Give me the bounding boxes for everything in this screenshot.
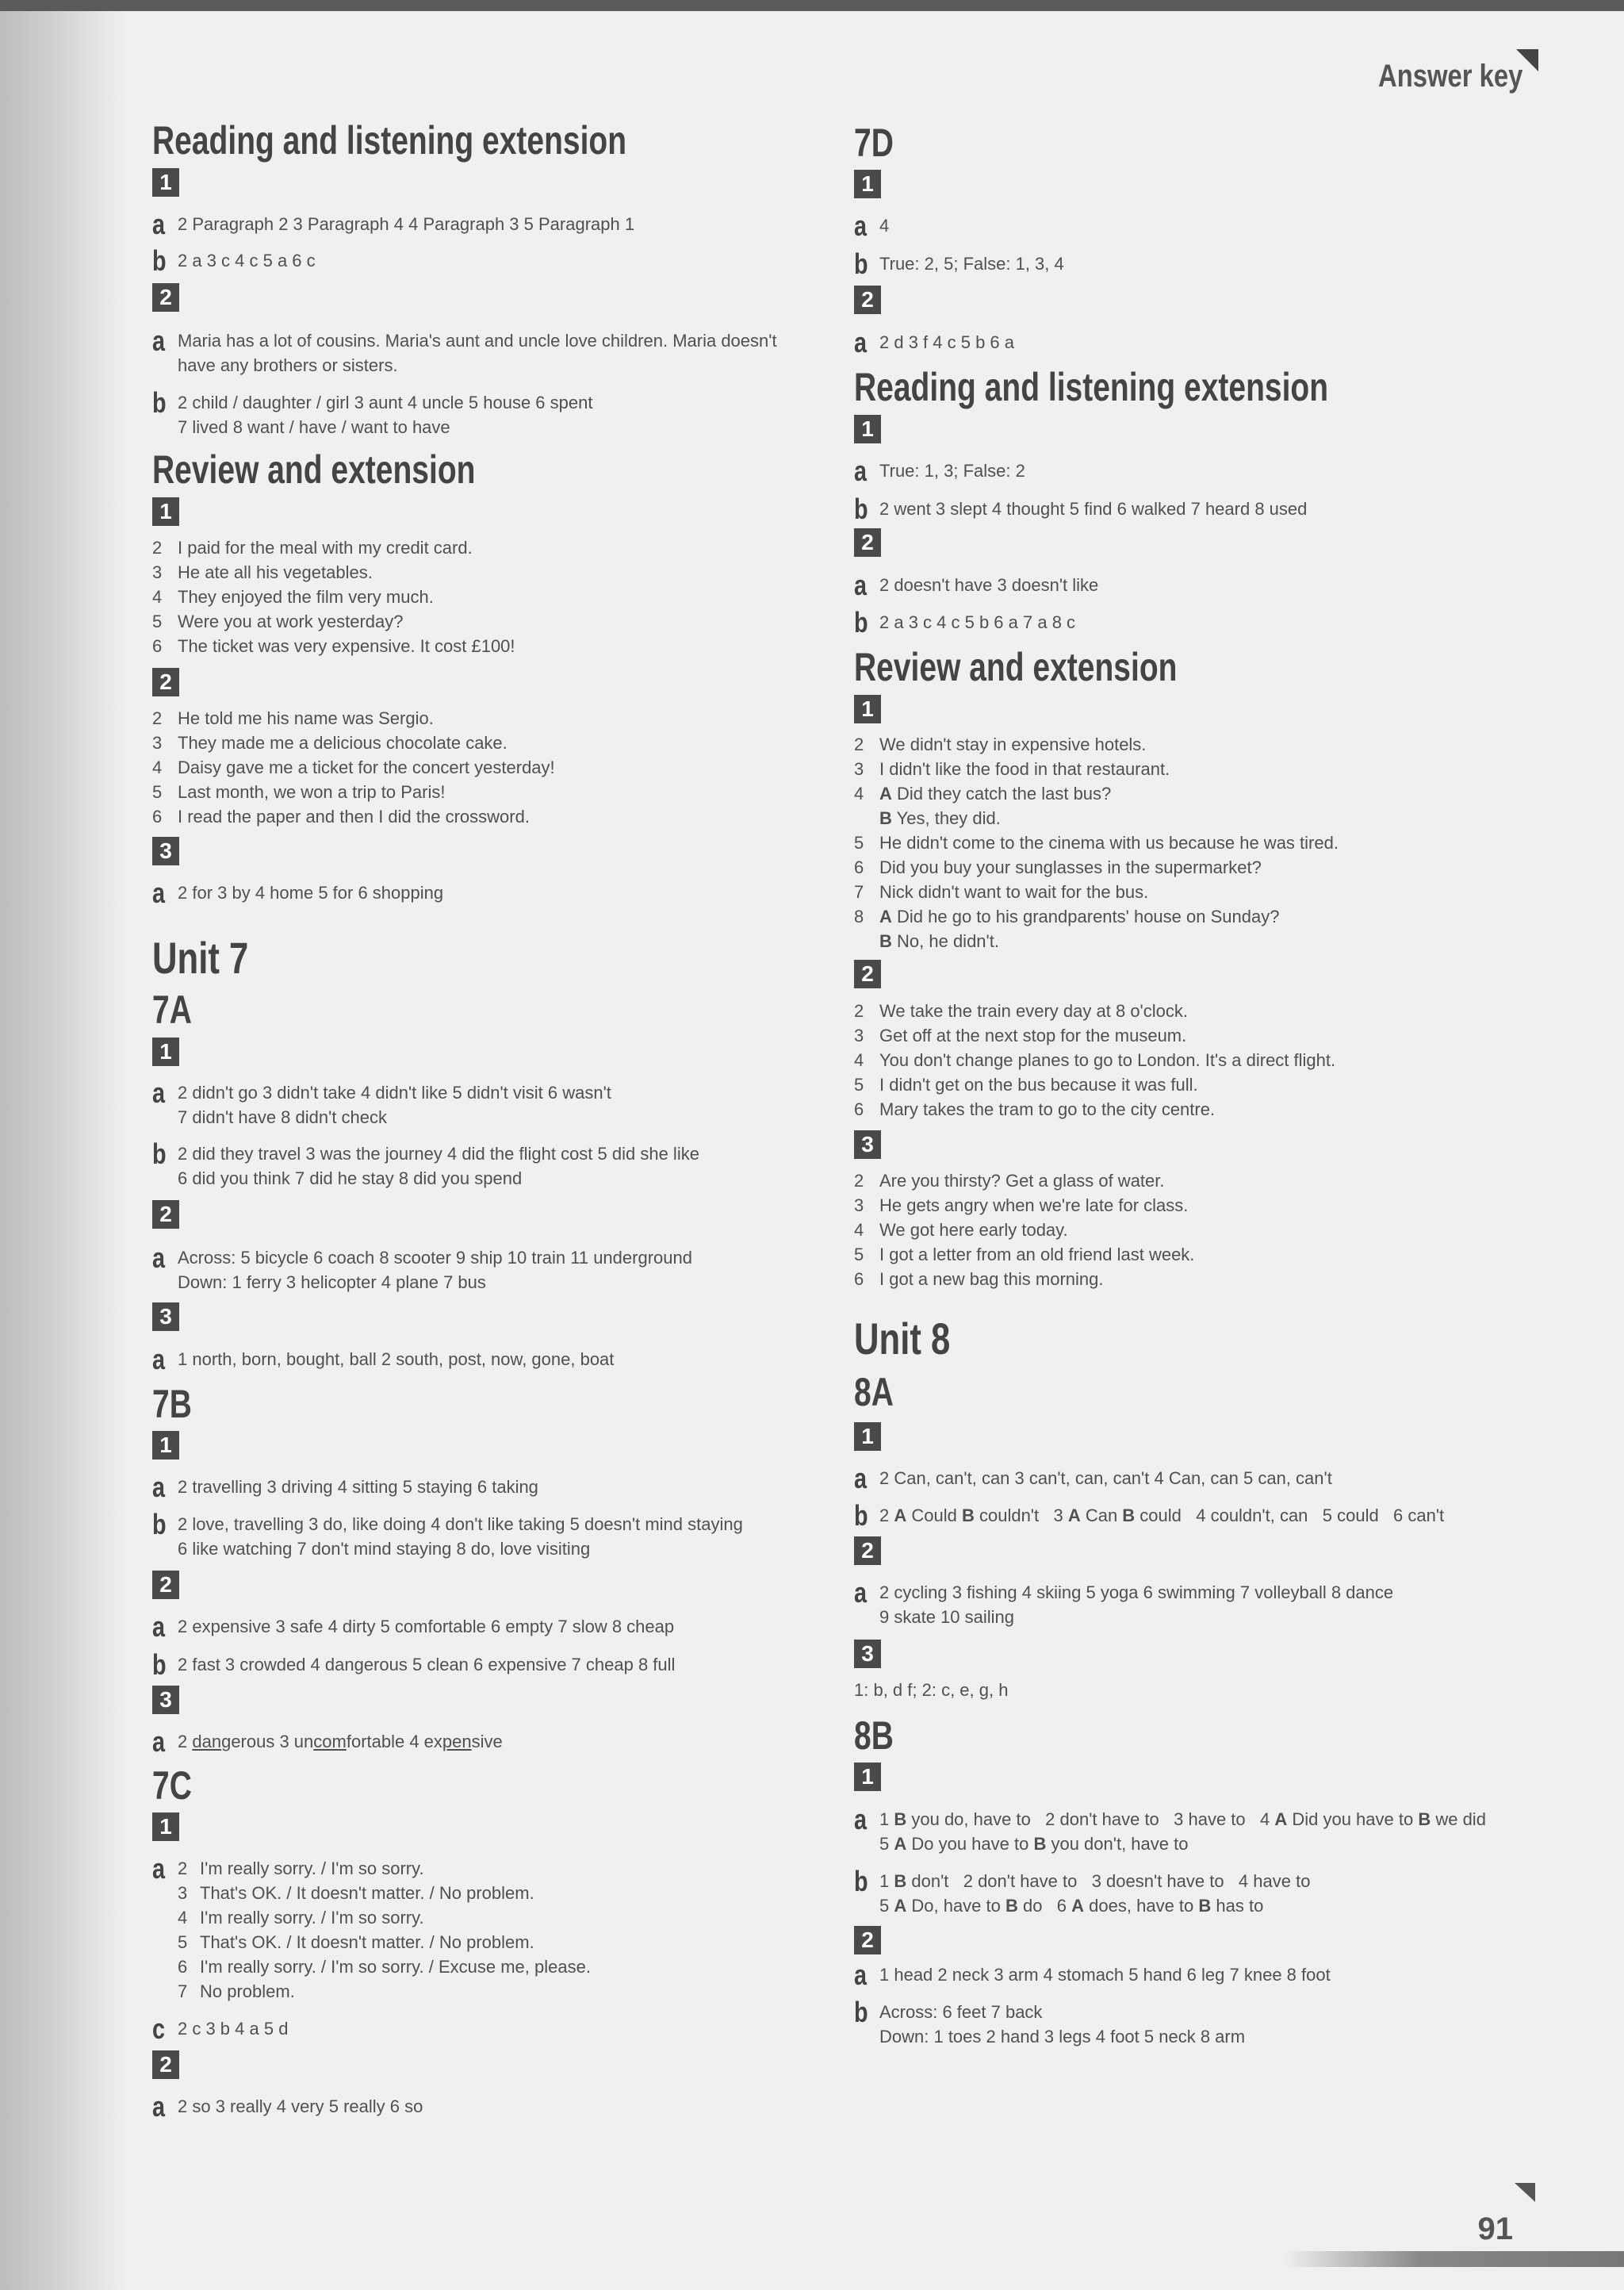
list-item: He gets angry when we're late for class. xyxy=(879,1195,1189,1215)
text-span: B xyxy=(1033,1834,1047,1854)
exercise-badge-2: 2 xyxy=(152,1571,179,1599)
list-item: I'm really sorry. / I'm so sorry. xyxy=(200,1908,424,1928)
answer-list xyxy=(178,1856,812,2004)
answer-text: 1 north, born, bought, ball 2 south, post, now, gone, boat xyxy=(178,1349,615,1369)
text-span: fortable 4 ex xyxy=(346,1732,442,1751)
exercise-badge-1: 1 xyxy=(854,1763,881,1791)
list-item: They made me a delicious chocolate cake. xyxy=(178,733,508,753)
text-span xyxy=(152,560,826,585)
answer-text: 2 Paragraph 2 3 Paragraph 4 4 Paragraph 3 5 Paragraph 1 xyxy=(178,214,635,234)
unit-title: Unit 7 xyxy=(152,933,249,983)
exercise-badge-1: 1 xyxy=(152,1431,179,1460)
lesson-title: 7A xyxy=(152,988,192,1032)
top-edge xyxy=(0,0,1624,11)
text-span: 6 xyxy=(152,807,163,827)
letter-a: a xyxy=(854,1576,868,1609)
text-span: B xyxy=(879,808,892,828)
letter-a: a xyxy=(152,1343,166,1375)
text-span xyxy=(178,1979,812,2004)
text-span: B xyxy=(1005,1896,1018,1916)
list-item: Mary takes the tram to go to the city centre. xyxy=(879,1099,1216,1119)
text-span: A xyxy=(1071,1896,1085,1916)
list-item: That's OK. / It doesn't matter. / No problem. xyxy=(200,1932,534,1952)
answer-text: Across: 5 bicycle 6 coach 8 scooter 9 ship 10 train 11 underground xyxy=(178,1248,692,1268)
text-span: 2 xyxy=(178,1732,193,1751)
lesson-title: 8B xyxy=(854,1713,894,1758)
text-span xyxy=(152,585,826,609)
answer-text: Down: 1 ferry 3 helicopter 4 plane 7 bus xyxy=(178,1272,486,1292)
answer-text: 2 didn't go 3 didn't take 4 didn't like 5 didn't visit 6 wasn't xyxy=(178,1083,611,1103)
letter-c: c xyxy=(152,2012,166,2045)
text-span xyxy=(854,929,1536,953)
text-span xyxy=(879,929,999,953)
list-item: That's OK. / It doesn't matter. / No problem. xyxy=(200,1883,534,1903)
lesson-title: 8A xyxy=(854,1370,894,1414)
letter-b: b xyxy=(152,1137,167,1170)
answer-text: 2 doesn't have 3 doesn't like xyxy=(879,575,1099,595)
list-item: I'm really sorry. / I'm so sorry. xyxy=(200,1858,424,1878)
answer-list xyxy=(854,999,1536,1122)
letter-b: b xyxy=(152,1648,167,1681)
text-span xyxy=(854,1048,1536,1072)
answer-text: 2 a 3 c 4 c 5 a 6 c xyxy=(178,251,316,270)
answer-list xyxy=(152,535,826,658)
answer-text: 2 c 3 b 4 a 5 d xyxy=(178,2019,289,2039)
text-span: 4 xyxy=(854,1050,864,1070)
text-span: 6 xyxy=(152,636,163,656)
text-span: A xyxy=(894,1834,907,1854)
text-span: 3 xyxy=(152,733,163,753)
letter-b: b xyxy=(854,1499,868,1532)
exercise-badge-2: 2 xyxy=(854,1926,881,1954)
answer-text: 9 skate 10 sailing xyxy=(879,1607,1014,1627)
exercise-badge-3: 3 xyxy=(854,1640,881,1668)
text-span xyxy=(854,1072,1536,1097)
list-item: Did they catch the last bus? xyxy=(897,784,1112,804)
exercise-badge-2: 2 xyxy=(854,286,881,314)
text-span: B xyxy=(1198,1896,1212,1916)
letter-b: b xyxy=(152,386,167,419)
exercise-badge-3: 3 xyxy=(152,1686,179,1714)
list-item: Yes, they did. xyxy=(896,808,1001,828)
text-span xyxy=(152,609,826,634)
list-item: You don't change planes to go to London. It's a direct flight. xyxy=(879,1050,1336,1070)
answer-text: 2 fast 3 crowded 4 dangerous 5 clean 6 expensive 7 cheap 8 full xyxy=(178,1655,676,1674)
text-span xyxy=(854,855,1536,880)
text-span: 4 xyxy=(152,587,163,607)
letter-a: a xyxy=(854,1462,868,1494)
text-span: A xyxy=(894,1896,907,1916)
exercise-badge-2: 2 xyxy=(854,960,881,988)
text-span xyxy=(854,880,1536,904)
letter-a: a xyxy=(854,569,868,601)
answer-text: 1 B you do, have to 2 don't have to 3 have to 4 A Did you have to B we did xyxy=(879,1809,1486,1829)
exercise-badge-1: 1 xyxy=(854,695,881,723)
text-span: 5 xyxy=(152,782,163,802)
answer-text xyxy=(178,1729,503,1754)
answer-text: 2 travelling 3 driving 4 sitting 5 staying 6 taking xyxy=(178,1477,538,1497)
list-item: I got a new bag this morning. xyxy=(879,1269,1104,1289)
letter-a: a xyxy=(854,326,868,359)
list-item: I got a letter from an old friend last week. xyxy=(879,1245,1195,1264)
list-item: We didn't stay in expensive hotels. xyxy=(879,735,1147,754)
text-span: 5 xyxy=(152,612,163,631)
text-span: com xyxy=(313,1732,347,1751)
answer-text: 6 like watching 7 don't mind staying 8 do, love visiting xyxy=(178,1539,591,1559)
exercise-badge-1: 1 xyxy=(854,170,881,198)
answer-text: 5 A Do, have to B do 6 A does, have to B has to xyxy=(879,1896,1264,1916)
list-item: Did he go to his grandparents' house on Sunday? xyxy=(897,907,1280,926)
letter-a: a xyxy=(854,455,868,487)
list-item: I didn't get on the bus because it was full. xyxy=(879,1075,1198,1095)
answer-text: 7 lived 8 want / have / want to have xyxy=(178,417,450,437)
answer-text: 7 didn't have 8 didn't check xyxy=(178,1107,388,1127)
letter-a: a xyxy=(152,1076,166,1109)
answer-a xyxy=(854,1578,1552,1628)
section-title-rle: Reading and listening extension xyxy=(854,365,1329,409)
text-span xyxy=(854,999,1536,1023)
answer-b xyxy=(152,1510,826,1559)
text-span: B xyxy=(894,1809,907,1829)
letter-a: a xyxy=(152,1852,166,1885)
letter-b: b xyxy=(854,1865,868,1897)
text-span: sive xyxy=(471,1732,503,1751)
answer-text: 2 love, travelling 3 do, like doing 4 don't like taking 5 doesn't mind staying xyxy=(178,1514,743,1534)
text-span: dan xyxy=(192,1732,222,1751)
text-span: B xyxy=(961,1506,975,1525)
list-item: I didn't like the food in that restaurant. xyxy=(879,759,1170,779)
text-span xyxy=(854,830,1536,855)
text-span xyxy=(854,732,1536,757)
answer-text: have any brothers or sisters. xyxy=(178,355,398,375)
list-item: Daisy gave me a ticket for the concert yesterday! xyxy=(178,758,555,777)
list-item: We take the train every day at 8 o'clock. xyxy=(879,1001,1188,1021)
section-title-review: Review and extension xyxy=(854,645,1178,689)
answer-text: 1 head 2 neck 3 arm 4 stomach 5 hand 6 leg 7 knee 8 foot xyxy=(879,1965,1331,1985)
answer-text: 2 cycling 3 fishing 4 skiing 5 yoga 6 swimming 7 volleyball 8 dance xyxy=(879,1582,1394,1602)
exercise-badge-1: 1 xyxy=(854,415,881,443)
text-span xyxy=(854,757,1536,781)
text-span xyxy=(178,1930,812,1954)
answer-text: 2 d 3 f 4 c 5 b 6 a xyxy=(879,332,1015,352)
text-span: 2 xyxy=(178,1858,188,1878)
unit-title: Unit 8 xyxy=(854,1314,951,1364)
answer-text: Across: 6 feet 7 back xyxy=(879,2002,1043,2022)
answer-b xyxy=(152,1137,826,1189)
answer-text: 2 expensive 3 safe 4 dirty 5 comfortable 6 empty 7 slow 8 cheap xyxy=(178,1617,675,1636)
text-span xyxy=(854,1193,1536,1218)
text-span: A xyxy=(879,784,892,804)
list-item: Nick didn't want to wait for the bus. xyxy=(879,882,1149,902)
text-span: B xyxy=(894,1871,907,1891)
text-span xyxy=(178,1954,812,1979)
text-span xyxy=(879,806,1001,830)
text-span: 2 xyxy=(854,735,864,754)
text-span: 4 xyxy=(854,784,864,804)
answer-text: Down: 1 toes 2 hand 3 legs 4 foot 5 neck 8 arm xyxy=(879,2027,1246,2046)
text-span xyxy=(152,755,826,780)
list-item: Did you buy your sunglasses in the supermarket? xyxy=(879,857,1262,877)
text-span xyxy=(879,781,1111,806)
letter-b: b xyxy=(854,247,868,280)
text-span: 3 xyxy=(854,1026,864,1045)
text-span: 6 xyxy=(178,1957,188,1977)
page-header: Answer key xyxy=(1377,59,1522,94)
exercise-badge-2: 2 xyxy=(152,1200,179,1229)
answer-b xyxy=(854,1867,1552,1916)
answer-text: 2 a 3 c 4 c 5 b 6 a 7 a 8 c xyxy=(879,612,1076,632)
list-item: No, he didn't. xyxy=(897,931,999,951)
text-span xyxy=(152,634,826,658)
lesson-title: 7C xyxy=(152,1763,192,1808)
letter-a: a xyxy=(152,876,166,909)
answer-text: Maria has a lot of cousins. Maria's aunt and uncle love children. Maria doesn't xyxy=(178,331,777,351)
answer-b xyxy=(854,1998,1536,2047)
answer-a xyxy=(152,1852,826,2005)
exercise-badge-1: 1 xyxy=(152,1812,179,1841)
text-span xyxy=(152,731,826,755)
text-span: pen xyxy=(442,1732,472,1751)
exercise-badge-2: 2 xyxy=(152,283,179,312)
text-span: 3 xyxy=(854,1195,864,1215)
letter-a: a xyxy=(854,1958,868,1991)
text-span: B xyxy=(1418,1809,1431,1829)
text-span: 4 xyxy=(854,1220,864,1240)
text-span xyxy=(854,781,1536,806)
corner-triangle-bottom xyxy=(1515,2183,1535,2202)
text-span xyxy=(854,806,1536,830)
answer-text: 2 child / daughter / girl 3 aunt 4 uncle 5 house 6 spent xyxy=(178,393,593,412)
answer-text: 1 B don't 2 don't have to 3 doesn't have to 4 have to xyxy=(879,1871,1311,1891)
letter-a: a xyxy=(854,1803,868,1835)
letter-a: a xyxy=(854,209,868,242)
exercise-badge-2: 2 xyxy=(152,2050,179,2079)
answer-text: 2 A Could B couldn't 3 A Can B could 4 couldn't, can 5 could 6 can't xyxy=(879,1506,1445,1525)
exercise-badge-1: 1 xyxy=(152,497,179,526)
answer-text: 2 so 3 really 4 very 5 really 6 so xyxy=(178,2096,423,2116)
text-span xyxy=(152,706,826,731)
list-item: He ate all his vegetables. xyxy=(178,562,373,582)
exercise-badge-1: 1 xyxy=(152,168,179,197)
list-item: Are you thirsty? Get a glass of water. xyxy=(879,1171,1165,1191)
exercise-badge-3: 3 xyxy=(152,837,179,865)
text-span: 4 xyxy=(152,758,163,777)
text-span xyxy=(854,1218,1536,1242)
answer-text: 2 for 3 by 4 home 5 for 6 shopping xyxy=(178,883,444,903)
answer-a xyxy=(152,1241,826,1293)
text-span xyxy=(854,1267,1536,1291)
letter-a: a xyxy=(152,208,166,240)
answer-text: 1: b, d f; 2: c, e, g, h xyxy=(854,1680,1009,1700)
letter-a: a xyxy=(152,1610,166,1643)
list-item: He told me his name was Sergio. xyxy=(178,708,434,728)
letter-b: b xyxy=(854,493,868,525)
book-gutter-shadow xyxy=(0,0,127,2290)
answer-list xyxy=(854,1168,1536,1291)
text-span: A xyxy=(894,1506,907,1525)
exercise-badge-3: 3 xyxy=(854,1130,881,1159)
answer-text: 6 did you think 7 did he stay 8 did you spend xyxy=(178,1168,523,1188)
text-span: 7 xyxy=(854,882,864,902)
text-span: 3 xyxy=(178,1883,188,1903)
text-span: B xyxy=(879,931,892,951)
text-span: 8 xyxy=(854,907,864,926)
text-span: 7 xyxy=(178,1981,188,2001)
list-item: Get off at the next stop for the museum. xyxy=(879,1026,1187,1045)
list-item: I read the paper and then I did the crossword. xyxy=(178,807,530,827)
answer-b xyxy=(152,386,826,438)
list-item: We got here early today. xyxy=(879,1220,1068,1240)
answer-a xyxy=(152,324,826,376)
letter-a: a xyxy=(152,1241,166,1274)
list-item: He didn't come to the cinema with us because he was tired. xyxy=(879,833,1339,853)
list-item: They enjoyed the film very much. xyxy=(178,587,434,607)
list-item: I paid for the meal with my credit card. xyxy=(178,538,473,558)
list-item: Were you at work yesterday? xyxy=(178,612,404,631)
exercise-badge-1: 1 xyxy=(854,1422,881,1451)
text-span: 2 xyxy=(152,538,163,558)
text-span: A xyxy=(879,907,892,926)
text-span: 5 xyxy=(854,833,864,853)
footer-bar xyxy=(1285,2251,1624,2267)
exercise-badge-2: 2 xyxy=(152,668,179,696)
letter-a: a xyxy=(152,324,166,357)
answer-list xyxy=(152,706,826,829)
answer-a xyxy=(854,1805,1552,1855)
text-span: 6 xyxy=(854,857,864,877)
answer-text: 2 Can, can't, can 3 can't, can, can't 4 Can, can 5 can, can't xyxy=(879,1468,1332,1488)
page-number: 91 xyxy=(1477,2211,1513,2246)
letter-b: b xyxy=(854,1996,868,2028)
text-span: 5 xyxy=(178,1932,188,1952)
text-span: 2 xyxy=(152,708,163,728)
section-title-rle: Reading and listening extension xyxy=(152,118,627,163)
section-title-review: Review and extension xyxy=(152,447,476,492)
text-span: A xyxy=(1067,1506,1081,1525)
answer-text: 4 xyxy=(879,216,890,236)
list-item: No problem. xyxy=(200,1981,295,2001)
text-span xyxy=(854,1168,1536,1193)
list-item: I'm really sorry. / I'm so sorry. / Excuse me, please. xyxy=(200,1957,591,1977)
letter-a: a xyxy=(152,1725,166,1758)
letter-a: a xyxy=(152,1471,166,1503)
letter-b: b xyxy=(152,244,167,277)
lesson-title: 7B xyxy=(152,1382,192,1426)
letter-a: a xyxy=(152,2090,166,2123)
text-span xyxy=(152,780,826,804)
text-span xyxy=(854,1242,1536,1267)
text-span: gerous 3 un xyxy=(221,1732,314,1751)
text-span: 2 xyxy=(854,1001,864,1021)
list-item: Last month, we won a trip to Paris! xyxy=(178,782,446,802)
text-span: 5 xyxy=(854,1245,864,1264)
text-span: 5 xyxy=(854,1075,864,1095)
text-span xyxy=(178,1905,812,1930)
list-item: The ticket was very expensive. It cost £100! xyxy=(178,636,515,656)
text-span xyxy=(152,804,826,829)
answer-text: True: 1, 3; False: 2 xyxy=(879,461,1025,481)
text-span: 4 xyxy=(178,1908,188,1928)
text-span: 2 xyxy=(854,1171,864,1191)
text-span xyxy=(152,535,826,560)
text-span: A xyxy=(1274,1809,1288,1829)
letter-b: b xyxy=(854,606,868,639)
exercise-badge-2: 2 xyxy=(854,528,881,557)
text-span xyxy=(879,904,1279,929)
exercise-badge-3: 3 xyxy=(152,1302,179,1331)
exercise-badge-2: 2 xyxy=(854,1536,881,1565)
text-span: 6 xyxy=(854,1269,864,1289)
answer-list xyxy=(854,732,1536,953)
text-span xyxy=(854,1097,1536,1122)
answer-a xyxy=(152,1076,826,1128)
text-span xyxy=(854,904,1536,929)
exercise-badge-1: 1 xyxy=(152,1038,179,1066)
text-span: 3 xyxy=(854,759,864,779)
text-span: 3 xyxy=(152,562,163,582)
text-span: B xyxy=(1122,1506,1136,1525)
text-span: 6 xyxy=(854,1099,864,1119)
lesson-title: 7D xyxy=(854,121,894,165)
text-span xyxy=(854,1023,1536,1048)
letter-b: b xyxy=(152,1508,167,1540)
answer-text: True: 2, 5; False: 1, 3, 4 xyxy=(879,254,1064,274)
text-span xyxy=(178,1856,812,1881)
answer-text: 2 went 3 slept 4 thought 5 find 6 walked 7 heard 8 used xyxy=(879,499,1308,519)
text-span xyxy=(178,1881,812,1905)
answer-text: 2 did they travel 3 was the journey 4 did the flight cost 5 did she like xyxy=(178,1144,699,1164)
answer-text: 5 A Do you have to B you don't, have to xyxy=(879,1834,1189,1854)
